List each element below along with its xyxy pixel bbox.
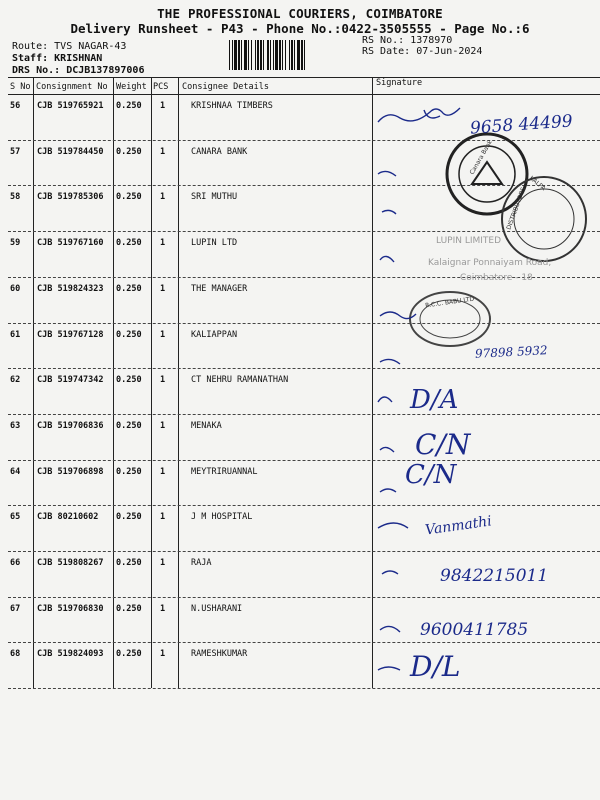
barcode-bar (234, 40, 237, 70)
barcode (229, 40, 354, 70)
row-weight: 0.250 (116, 192, 142, 203)
row-weight: 0.250 (116, 329, 142, 340)
row-sno: 67 (10, 603, 21, 614)
barcode-bar (260, 40, 262, 70)
row-consignment-no: CJB 519747342 (37, 375, 104, 386)
row-consignment-no: CJB 519784450 (37, 146, 104, 157)
row-weight: 0.250 (116, 466, 142, 477)
col-header-weight: Weight (116, 82, 147, 92)
row-sno: 62 (10, 375, 21, 386)
signature-64: C/N (405, 460, 457, 490)
col-header-consignment: Consignment No (36, 82, 108, 92)
lupin-stamp-address: Kalaignar Ponnaiyam Road, (428, 258, 552, 268)
kalpa-stamp-text: KALPA (527, 174, 547, 193)
signature-overlay (372, 94, 600, 694)
row-consignee: CANARA BANK (191, 146, 248, 157)
row-consignee: KRISHNAA TIMBERS (191, 101, 273, 111)
row-weight: 0.250 (116, 649, 142, 660)
staff-line (12, 53, 102, 64)
row-pcs: 1 (160, 101, 166, 111)
drs-line (12, 65, 144, 76)
barcode-bar (251, 40, 252, 70)
table-top-border (8, 77, 600, 78)
signature-63: C/N (415, 428, 471, 461)
row-weight: 0.250 (116, 375, 142, 386)
barcode-bar (238, 40, 240, 70)
row-consignee: THE MANAGER (191, 283, 248, 294)
barcode-bar (294, 40, 295, 70)
rs-date-label: RS Date: (362, 46, 411, 57)
drs-value: DCJB137897006 (66, 65, 145, 76)
barcode-bar (229, 40, 230, 70)
barcode-bar (275, 40, 278, 70)
row-pcs: 1 (160, 512, 166, 523)
row-pcs: 1 (160, 558, 166, 568)
row-weight: 0.250 (116, 283, 142, 294)
row-consignment-no: CJB 80210602 (37, 512, 99, 523)
row-consignee: MEYTRIRUANNAL (191, 466, 258, 477)
row-consignment-no: CJB 519785306 (37, 192, 104, 203)
row-sno: 60 (10, 283, 21, 294)
row-consignee: RAMESHKUMAR (191, 649, 248, 660)
barcode-bar (282, 40, 283, 70)
row-weight: 0.250 (116, 603, 142, 614)
row-consignee: CT NEHRU RAMANATHAN (191, 375, 289, 386)
row-pcs: 1 (160, 420, 166, 431)
route-label: Route: (12, 41, 49, 52)
row-sno: 66 (10, 558, 21, 568)
lupin-stamp-city: Coimbatore - 18 (460, 273, 533, 283)
barcode-bar (289, 40, 290, 70)
barcode-bar (263, 40, 264, 70)
row-sno: 56 (10, 101, 21, 111)
row-pcs: 1 (160, 375, 166, 386)
rcc-stamp-text: R.C.C. BABU LTD (424, 295, 475, 310)
canara-stamp-text: Canara Bank (468, 139, 494, 176)
barcode-bar (285, 40, 286, 70)
row-pcs: 1 (160, 329, 166, 340)
col-header-sno: S No (10, 82, 31, 92)
signature-62: D/A (410, 385, 459, 415)
row-pcs: 1 (160, 603, 166, 614)
row-consignee: KALIAPPAN (191, 329, 238, 340)
signature-phone-61: 97898 5932 (474, 343, 548, 361)
row-consignee: N.USHARANI (191, 603, 243, 614)
barcode-bar (241, 40, 242, 70)
row-pcs: 1 (160, 238, 166, 249)
lupin-stamp-name: LUPIN LIMITED (436, 236, 502, 246)
rs-date-line (362, 46, 482, 57)
row-consignment-no: CJB 519824323 (37, 283, 104, 294)
row-pcs: 1 (160, 146, 166, 157)
row-sno: 61 (10, 329, 21, 340)
barcode-bar (244, 40, 247, 70)
barcode-bar (270, 40, 271, 70)
row-consignment-no: CJB 519706836 (37, 420, 104, 431)
row-pcs: 1 (160, 283, 166, 294)
signature-phone-66: 9842215011 (440, 566, 549, 586)
row-sno: 64 (10, 466, 21, 477)
row-pcs: 1 (160, 649, 166, 660)
row-consignment-no: CJB 519808267 (37, 558, 104, 568)
barcode-bar (297, 40, 300, 70)
signature-65: Vanmathi (424, 513, 493, 539)
row-pcs: 1 (160, 192, 166, 203)
signature-phone-56: 9658 44499 (469, 111, 574, 139)
barcode-bar (257, 40, 259, 70)
rs-no-line (362, 35, 452, 46)
barcode-bar (301, 40, 303, 70)
signature-68: D/L (410, 650, 461, 683)
barcode-bar (304, 40, 305, 70)
col-header-signature: Signature (376, 78, 423, 88)
staff-value: KRISHNAN (54, 53, 103, 64)
col-header-consignee: Consignee Details (182, 82, 269, 92)
row-consignment-no: CJB 519765921 (37, 101, 104, 111)
row-sno: 59 (10, 238, 21, 249)
row-consignment-no: CJB 519706898 (37, 466, 104, 477)
row-consignment-no: CJB 519706830 (37, 603, 104, 614)
row-weight: 0.250 (116, 101, 142, 111)
row-weight: 0.250 (116, 146, 142, 157)
row-sno: 68 (10, 649, 21, 660)
barcode-bar (248, 40, 249, 70)
route-line (12, 41, 126, 52)
barcode-bar (255, 40, 256, 70)
route-value: TVS NAGAR-43 (54, 41, 127, 52)
signature-phone-67: 9600411785 (420, 620, 529, 640)
col-header-pcs: PCS (153, 82, 169, 92)
row-sno: 58 (10, 192, 21, 203)
rs-no-value: 1378970 (410, 35, 453, 46)
row-sno: 65 (10, 512, 21, 523)
row-sno: 57 (10, 146, 21, 157)
rs-no-label: RS No.: (362, 35, 405, 46)
rs-date-value: 07-Jun-2024 (416, 46, 483, 57)
row-consignment-no: CJB 519767160 (37, 238, 104, 249)
barcode-bar (291, 40, 293, 70)
barcode-bar (273, 40, 274, 70)
distributors-stamp-text: DISTRIBUTORS (505, 186, 528, 231)
row-weight: 0.250 (116, 512, 142, 523)
row-pcs: 1 (160, 466, 166, 477)
row-consignee: LUPIN LTD (191, 238, 238, 249)
row-consignment-no: CJB 519824093 (37, 649, 104, 660)
row-weight: 0.250 (116, 238, 142, 249)
row-consignee: MENAKA (191, 420, 222, 431)
row-consignee: SRI MUTHU (191, 192, 238, 203)
barcode-bar (267, 40, 269, 70)
row-consignee: RAJA (191, 558, 212, 568)
barcode-bar (232, 40, 233, 70)
barcode-bar (279, 40, 281, 70)
row-weight: 0.250 (116, 420, 142, 431)
drs-label: DRS No.: (12, 65, 61, 76)
row-consignee: J M HOSPITAL (191, 512, 253, 523)
row-sno: 63 (10, 420, 21, 431)
row-weight: 0.250 (116, 558, 142, 568)
page-title: THE PROFESSIONAL COURIERS, COIMBATORE (157, 6, 443, 21)
staff-label: Staff: (12, 53, 49, 64)
runsheet-subtitle: Delivery Runsheet - P43 - Phone No.:0422-3505555 - Page No.:6 (70, 21, 530, 36)
row-consignment-no: CJB 519767128 (37, 329, 104, 340)
